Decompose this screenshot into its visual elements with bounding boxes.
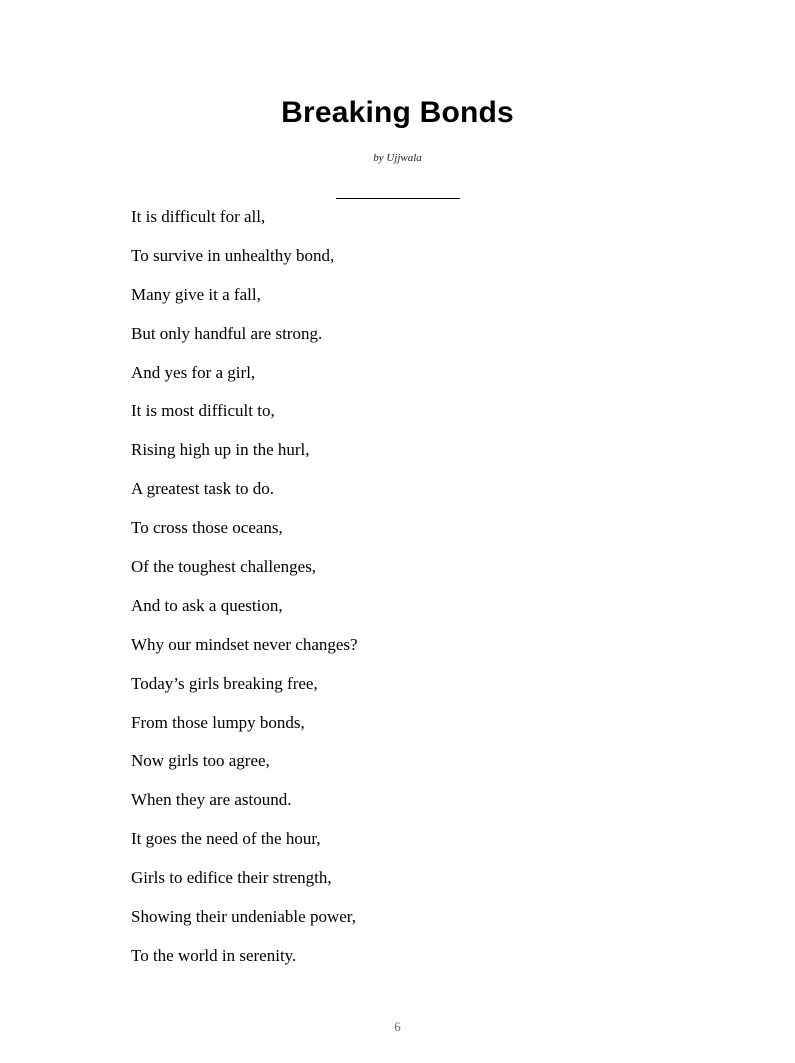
poem-line: Today’s girls breaking free, <box>131 673 318 693</box>
poem-line: It is difficult for all, <box>131 207 266 226</box>
poem-line: A greatest task to do. <box>131 479 275 499</box>
poem-line: From those lumpy bonds, <box>131 712 305 732</box>
poem-line: Now girls too agree, <box>131 751 270 771</box>
poem-line: Many give it a fall, <box>131 284 261 304</box>
poem-line: And to ask a question, <box>131 595 283 615</box>
poem-title: Breaking Bonds <box>281 96 514 129</box>
poem-line: Showing their undeniable power, <box>131 907 356 927</box>
poem-line: To survive in unhealthy bond, <box>131 245 335 265</box>
page-number: 6 <box>394 1019 401 1034</box>
poem-line: It is most difficult to, <box>131 401 275 421</box>
poem-line: But only handful are strong. <box>131 323 323 343</box>
poem-line: Why our mindset never changes? <box>131 634 358 654</box>
title-divider <box>336 198 460 199</box>
poem-line: And yes for a girl, <box>131 362 256 382</box>
poem-line: When they are astound. <box>131 790 292 810</box>
poem-body <box>131 207 358 985</box>
poem-line: It goes the need of the hour, <box>131 829 321 849</box>
author-byline: by Ujjwala <box>373 152 422 164</box>
poem-line: Girls to edifice their strength, <box>131 868 332 888</box>
poem-line: Rising high up in the hurl, <box>131 440 310 460</box>
poem-line: To the world in serenity. <box>131 945 297 965</box>
poem-line: Of the toughest challenges, <box>131 557 317 577</box>
poem-line: To cross those oceans, <box>131 518 283 538</box>
